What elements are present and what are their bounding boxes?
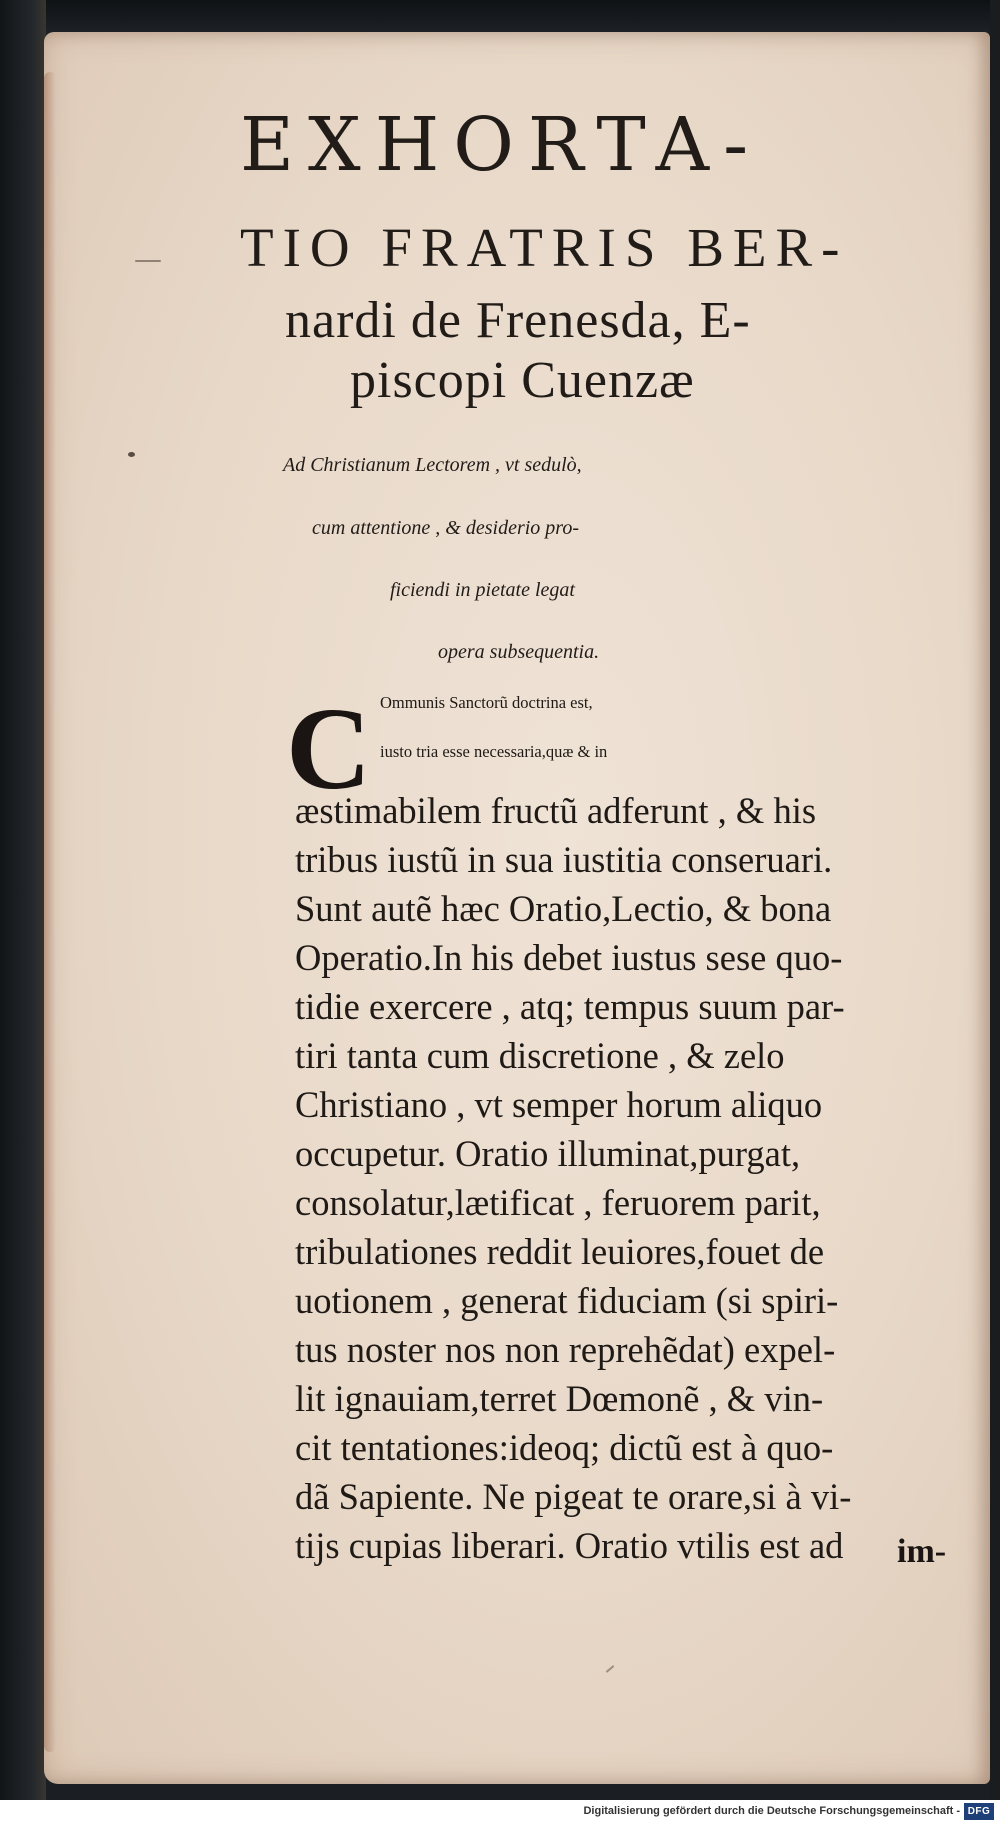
paper-speck bbox=[128, 452, 135, 457]
body-line: cit tentationes:ideoq; dictũ est à quo- bbox=[295, 1427, 834, 1468]
body-line: consolatur,lætificat , feruorem parit, bbox=[295, 1182, 821, 1223]
body-line: æstimabilem fructũ adferunt , & his bbox=[295, 790, 817, 831]
body-line: tus noster nos non reprehẽdat) expel- bbox=[295, 1329, 836, 1370]
title-line-4: piscopi Cuenzæ bbox=[350, 352, 695, 409]
body-line: occupetur. Oratio illuminat,purgat, bbox=[295, 1133, 801, 1174]
body-line: iusto tria esse necessaria,quæ & in bbox=[380, 742, 608, 761]
subtitle-line-3: ficiendi in pietate legat bbox=[390, 579, 575, 601]
subtitle-line-1: Ad Christianum Lectorem , vt sedulò, bbox=[283, 454, 582, 476]
body-line: uotionem , generat fiduciam (si spiri- bbox=[295, 1280, 839, 1321]
body-line: Christiano , vt semper horum aliquo bbox=[295, 1084, 823, 1125]
drop-cap: C bbox=[286, 683, 372, 814]
subtitle-line-4: opera subsequentia. bbox=[438, 641, 600, 663]
body-line: tijs cupias liberari. Oratio vtilis est ad bbox=[295, 1525, 844, 1566]
body-line: tribus iustũ in sua iustitia conseruari. bbox=[295, 839, 833, 880]
right-edge bbox=[990, 0, 1000, 1800]
footer-credit: Digitalisierung gefördert durch die Deutsche Forschungsgemeinschaft - bbox=[583, 1805, 960, 1817]
book-binding bbox=[0, 0, 46, 1800]
paper-mark bbox=[135, 260, 161, 262]
body-line: tribulationes reddit leuiores,fouet de bbox=[295, 1231, 825, 1272]
title-line-1: EXHORTA- bbox=[240, 102, 763, 188]
top-edge bbox=[0, 0, 1000, 34]
title-line-2: TIO FRATRIS BER- bbox=[240, 217, 849, 278]
body-line: tidie exercere , atq; tempus suum par- bbox=[295, 986, 845, 1027]
title-line-3: nardi de Frenesda, E- bbox=[285, 292, 751, 349]
dfg-logo: DFG bbox=[964, 1803, 994, 1820]
body-line: dã Sapiente. Ne pigeat te orare,si à vi- bbox=[295, 1476, 852, 1517]
subtitle-line-2: cum attentione , & desiderio pro- bbox=[312, 517, 579, 539]
catchword: im- bbox=[897, 1533, 947, 1570]
body-line: lit ignauiam,terret Dœmonẽ , & vin- bbox=[295, 1378, 824, 1419]
body-line: Ommunis Sanctorũ doctrina est, bbox=[380, 693, 593, 712]
body-line: Operatio.In his debet iustus sese quo- bbox=[295, 937, 843, 978]
body-line: tiri tanta cum discretione , & zelo bbox=[295, 1035, 785, 1076]
body-line: Sunt autẽ hæc Oratio,Lectio, & bona bbox=[295, 888, 832, 929]
